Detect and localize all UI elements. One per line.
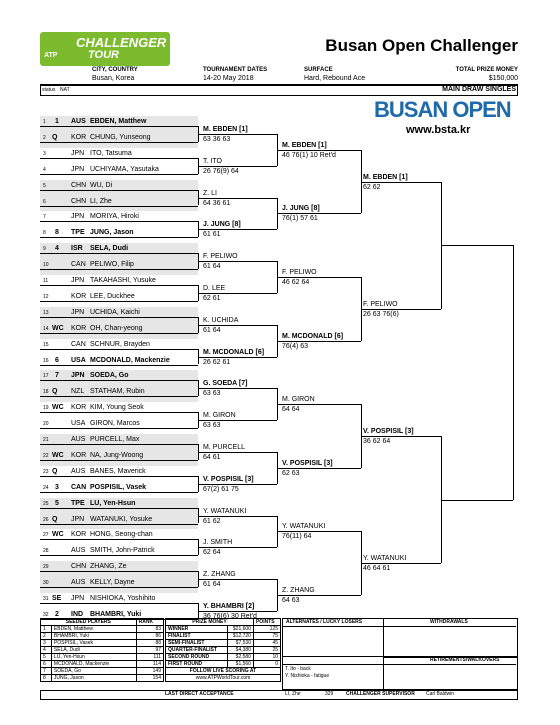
entry-nat: JPN — [71, 149, 85, 157]
entry-nat: AUS — [71, 436, 86, 443]
draw-line-number: 32 — [43, 611, 49, 618]
entry-line — [40, 206, 198, 207]
r1-winner: V. POSPISIL [3] — [203, 475, 254, 483]
entry-status: WC — [52, 451, 64, 459]
entry-name: KELLY, Dayne — [90, 579, 135, 587]
draw-line-number: 27 — [43, 532, 49, 539]
draw-line-number: 19 — [43, 405, 49, 412]
logo-atp: ATP — [44, 52, 58, 59]
entry-line — [40, 237, 198, 238]
r2-winner: J. JUNG [8] — [282, 205, 320, 213]
seed-row — [41, 633, 164, 640]
r1-score: 61 64 — [203, 581, 221, 589]
logo-line1: CHALLENGER — [76, 35, 167, 50]
prize-row — [166, 661, 281, 668]
r3-score: 36 62 64 — [363, 438, 391, 446]
entry-name: LI, Zhe — [90, 197, 112, 205]
entry-line — [40, 539, 198, 540]
withdrawals-title: WITHDRAWALS — [430, 619, 468, 625]
seed-name: BHAMBRI, Yuki — [51, 633, 136, 640]
nat-column-label: NAT — [60, 87, 70, 93]
r3-winner: Y. WATANUKI — [363, 555, 407, 563]
entry-nat: KOR — [71, 404, 87, 412]
prize-points: 0 — [253, 661, 280, 668]
entry-name: NA, Jung-Woong — [90, 451, 144, 459]
r1-winner: G. SOEDA [7] — [203, 380, 248, 388]
entry-status: Q — [52, 467, 58, 475]
entry-line — [40, 349, 198, 350]
entry-line — [40, 365, 198, 366]
entry-nat: USA — [71, 420, 86, 428]
entry-name: CHUNG, Yunseong — [90, 133, 151, 141]
seed-name: EBDEN, Matthew — [51, 626, 136, 633]
entry-line — [40, 190, 198, 191]
prize-row — [166, 654, 281, 661]
entry-name: SMITH, John-Patrick — [90, 547, 155, 555]
follow-live-label: FOLLOW LIVE SCORING AT — [166, 668, 281, 675]
city-label: CITY, COUNTRY — [92, 67, 138, 73]
draw-line-number: 24 — [43, 484, 49, 491]
entry-name: MCDONALD, Mackenzie — [90, 356, 170, 364]
entry-line — [40, 587, 198, 588]
entry-line — [40, 555, 198, 556]
seed-row — [41, 654, 164, 661]
entry-line — [40, 492, 198, 493]
retirement-entry: T. Ito - back — [285, 666, 311, 672]
r2-winner: F. PELIWO — [282, 269, 317, 277]
r1-score: 64 36 61 — [203, 199, 231, 207]
entry-nat: AUS — [71, 118, 86, 125]
seed-name: POSPISIL, Vasek — [51, 640, 136, 647]
prize-amount: $4,380 — [227, 647, 253, 654]
city-value: Busan, Korea — [92, 75, 135, 82]
prize-amount: $2,580 — [227, 654, 253, 661]
prize-row — [166, 626, 281, 633]
entry-line — [40, 285, 198, 286]
seed-rank: 114 — [136, 661, 163, 668]
entry-name: BHAMBRI, Yuki — [90, 610, 142, 618]
entry-line — [40, 603, 198, 604]
last-direct-value: LI, Zhe — [285, 691, 301, 697]
draw-line-number: 6 — [43, 198, 46, 205]
prize-money-table — [165, 618, 281, 682]
entry-nat: CAN — [71, 483, 87, 491]
r1-score: 62 64 — [203, 549, 221, 557]
entry-seed: 3 — [55, 483, 59, 491]
draw-line-number: 4 — [43, 166, 46, 173]
draw-line-number: 15 — [43, 341, 49, 348]
r1-score: 36 76(6) 30 Ret'd — [203, 612, 257, 620]
entry-name: GIRON, Marcos — [90, 420, 140, 428]
entry-name: STATHAM, Rubin — [90, 388, 145, 396]
draw-line-number: 26 — [43, 516, 49, 523]
seed-row — [41, 640, 164, 647]
entry-line — [40, 253, 198, 254]
prize-amount: $1,560 — [227, 661, 253, 668]
seed-row — [41, 668, 164, 675]
entry-line — [40, 126, 198, 127]
entry-name: WU, Di — [90, 181, 113, 189]
r3-score: 46 64 61 — [363, 565, 391, 573]
entry-nat: JPN — [71, 308, 85, 316]
entry-status: SE — [52, 595, 62, 602]
entry-line — [40, 428, 198, 429]
entry-seed: 4 — [55, 245, 59, 253]
atp-challenger-logo — [40, 32, 170, 66]
entry-nat: TPE — [71, 229, 85, 237]
entry-status: Q — [52, 388, 58, 396]
entry-line — [40, 317, 198, 318]
r1-winner: M. MCDONALD [6] — [203, 348, 265, 356]
entry-name: OH, Chan-yeong — [90, 324, 143, 332]
draw-line-number: 13 — [43, 309, 49, 316]
entry-name: HONG, Seong-chan — [90, 531, 153, 539]
r2-winner: V. POSPISIL [3] — [282, 459, 333, 467]
entry-line — [40, 412, 198, 413]
r1-winner: M. GIRON — [203, 412, 236, 420]
draw-line-number: 30 — [43, 580, 49, 587]
sf-line — [441, 500, 513, 501]
entry-line — [40, 524, 198, 525]
draw-line-number: 23 — [43, 468, 49, 475]
prize-value: $150,000 — [488, 75, 518, 82]
entry-nat: KOR — [71, 292, 87, 300]
seed-rank: 83 — [136, 626, 163, 633]
seeded-title: SEEDED PLAYERS — [41, 619, 137, 626]
seed-rank: 86 — [136, 633, 163, 640]
supervisor-value: Carl Baldwin — [426, 691, 455, 697]
entry-line — [40, 380, 198, 381]
entry-seed: 2 — [55, 610, 59, 618]
prize-round: WINNER — [166, 626, 228, 633]
entry-name: TAKAHASHI, Yusuke — [90, 277, 156, 284]
draw-line-number: 21 — [43, 437, 49, 443]
entry-line — [40, 221, 198, 222]
entry-nat: IND — [71, 610, 84, 618]
seed-row — [41, 626, 164, 633]
seed-name: MCDONALD, Mackenzie — [51, 661, 136, 668]
draw-line-number: 2 — [43, 134, 46, 141]
retirements-title: RETIREMENTS/WALKOVERS — [430, 657, 500, 663]
entry-nat: CAN — [71, 261, 86, 269]
draw-line-number: 5 — [43, 182, 46, 189]
draw-line-number: 9 — [43, 246, 46, 253]
r1-score: 63 63 — [203, 422, 221, 430]
alternates-title: ALTERNATES / LUCKY LOSERS — [286, 619, 363, 625]
r1-winner: F. PELIWO — [203, 253, 238, 261]
seed-rank: 97 — [136, 647, 163, 654]
sf-line — [441, 245, 513, 246]
r2-winner: Y. WATANUKI — [282, 523, 326, 531]
seed-rank: 111 — [136, 654, 163, 661]
draw-label: MAIN DRAW SINGLES — [442, 86, 516, 93]
dates-label: TOURNAMENT DATES — [203, 67, 268, 73]
draw-line-number: 8 — [43, 230, 46, 237]
r2-score: 64 64 — [282, 406, 300, 414]
entry-line — [40, 301, 198, 302]
seed-number: 5 — [41, 654, 52, 661]
entry-status: WC — [52, 531, 64, 539]
seed-number: 8 — [41, 675, 52, 682]
r1-score: 62 61 — [203, 294, 221, 302]
entry-nat: JPN — [71, 277, 85, 284]
r3-winner: F. PELIWO — [363, 300, 398, 308]
supervisor-label: CHALLENGER SUPERVISOR — [346, 691, 415, 697]
seed-name: SOEDA, Go — [51, 668, 136, 675]
prize-points: 45 — [253, 640, 280, 647]
r3-winner: M. EBDEN [1] — [363, 173, 408, 181]
dates-value: 14-20 May 2018 — [203, 75, 254, 82]
r1-score: 64 61 — [203, 453, 221, 461]
r2-score: 76(11) 64 — [282, 533, 312, 541]
prize-label: TOTAL PRIZE MONEY — [455, 67, 518, 73]
seed-number: 3 — [41, 640, 52, 647]
r1-winner: K. UCHIDA — [203, 316, 239, 324]
final-connector — [513, 245, 514, 499]
prize-round: SEMI-FINALIST — [166, 640, 228, 647]
seed-name: LU, Yen-Hsun — [51, 654, 136, 661]
entry-nat: CHN — [71, 197, 87, 205]
entry-line — [40, 269, 198, 270]
r2-score: 76(1) 57 61 — [282, 215, 318, 223]
draw-line-number: 1 — [43, 119, 46, 125]
prize-points: 125 — [253, 626, 280, 633]
r1-score: 61 62 — [203, 517, 221, 525]
draw-line-number: 16 — [43, 357, 49, 364]
entry-seed: 8 — [55, 229, 59, 237]
entry-line — [40, 396, 198, 397]
prize-round: FIRST ROUND — [166, 661, 228, 668]
r1-winner: Y. WATANUKI — [203, 507, 247, 515]
r2-score: 46 62 64 — [282, 279, 310, 287]
entry-name: NISHIOKA, Yoshihito — [90, 595, 156, 602]
prize-points: 25 — [253, 647, 280, 654]
r1-score: 61 61 — [203, 231, 221, 239]
follow-live-url[interactable]: www.ATPWorldTour.com — [166, 675, 281, 682]
r2-score: 46 76(1) 10 Ret'd — [282, 151, 336, 159]
retirements-divider — [282, 664, 516, 665]
entry-name: WATANUKI, Yosuke — [90, 515, 153, 523]
prize-round: FINALIST — [166, 633, 228, 640]
seed-row — [41, 661, 164, 668]
sponsor-logo — [374, 97, 511, 136]
r1-score: 61 64 — [203, 263, 221, 271]
entry-nat: JPN — [71, 213, 85, 221]
seed-number: 6 — [41, 661, 52, 668]
draw-line-number: 25 — [43, 500, 49, 507]
entry-name: ZHANG, Ze — [90, 563, 127, 571]
entry-status: Q — [52, 515, 58, 523]
r2-winner: M. MCDONALD [6] — [282, 332, 344, 340]
entry-name: ITO, Tatsuma — [90, 149, 132, 157]
rank-title: RANK — [136, 619, 163, 626]
r2-winner: M. GIRON — [282, 396, 315, 404]
status-column-label: status — [42, 87, 56, 93]
retirement-entry: Y. Nishioka - fatigue — [285, 673, 330, 679]
sponsor-url: www.bsta.kr — [406, 124, 471, 136]
r1-score: 26 62 61 — [203, 358, 231, 366]
r3-score: 62 62 — [363, 183, 381, 191]
r1-winner: Z. ZHANG — [203, 571, 236, 579]
seed-number: 7 — [41, 668, 52, 675]
draw-line-number: 28 — [43, 548, 49, 555]
entry-seed: 5 — [55, 499, 59, 507]
prize-amount: $7,530 — [227, 640, 253, 647]
r2-winner: M. EBDEN [1] — [282, 141, 327, 149]
prize-points: 10 — [253, 654, 280, 661]
r1-score: 63 36 63 — [203, 135, 231, 143]
r2-winner: Z. ZHANG — [282, 587, 315, 595]
surface-label: SURFACE — [304, 67, 333, 73]
prize-row — [166, 640, 281, 647]
seed-row — [41, 675, 164, 682]
pair-shade — [40, 180, 198, 212]
entry-status: WC — [52, 324, 64, 332]
entry-line — [40, 158, 198, 159]
draw-line-number: 18 — [43, 389, 49, 396]
entry-name: SCHNUR, Brayden — [90, 340, 150, 348]
entry-nat: CHN — [71, 181, 87, 189]
entry-nat: JPN — [71, 372, 85, 380]
r3-score: 26 63 76(6) — [363, 310, 399, 318]
entry-line — [40, 142, 198, 143]
r1-score: 67(2) 61 75 — [203, 485, 239, 493]
draw-line-number: 31 — [43, 596, 49, 602]
seed-rank: 149 — [136, 668, 163, 675]
entry-seed: 6 — [55, 356, 59, 364]
seed-name: JUNG, Jason — [51, 675, 136, 682]
last-direct-label: LAST DIRECT ACCEPTANCE — [165, 691, 234, 697]
entry-name: JUNG, Jason — [90, 229, 134, 237]
entry-nat: USA — [71, 356, 86, 364]
entry-name: BANES, Maverick — [90, 467, 146, 475]
entry-nat: JPN — [71, 515, 85, 523]
points-title: POINTS — [253, 619, 280, 626]
entry-nat: AUS — [71, 579, 86, 587]
prize-round: QUARTER-FINALIST — [166, 647, 228, 654]
entry-name: LU, Yen-Hsun — [90, 499, 136, 507]
entry-seed: 1 — [55, 118, 59, 125]
entry-line — [40, 174, 198, 175]
r1-winner: M. PURCELL — [203, 443, 246, 451]
prize-row — [166, 647, 281, 654]
r1-winner: M. EBDEN [1] — [203, 125, 248, 133]
draw-line-number: 29 — [43, 564, 49, 571]
draw-line-number: 22 — [43, 452, 49, 459]
entry-nat: CAN — [71, 340, 86, 348]
prize-title: PRIZE MONEY — [166, 619, 254, 626]
r1-score: 26 76(9) 64 — [203, 167, 239, 175]
entry-name: POSPISIL, Vasek — [90, 483, 147, 491]
r2-score: 76(4) 63 — [282, 342, 309, 350]
r2-score: 64 63 — [282, 597, 300, 605]
entry-line — [40, 444, 198, 445]
r1-winner: Y. BHAMBRI [2] — [203, 602, 255, 610]
r3-winner: V. POSPISIL [3] — [363, 428, 414, 436]
entry-seed: 7 — [55, 372, 59, 380]
entry-nat: TPE — [71, 499, 85, 507]
seed-number: 4 — [41, 647, 52, 654]
entry-nat: JPN — [71, 165, 85, 173]
entry-name: PURCELL, Max — [90, 436, 140, 443]
draw-line-number: 11 — [43, 278, 49, 284]
draw-line-number: 3 — [43, 150, 46, 157]
seed-number: 1 — [41, 626, 52, 633]
draw-line-number: 7 — [43, 214, 46, 221]
seed-rank: 88 — [136, 640, 163, 647]
draw-line-number: 14 — [43, 325, 49, 332]
r1-winner: J. JUNG [8] — [203, 221, 241, 229]
prize-row — [166, 633, 281, 640]
r1-score: 63 63 — [203, 390, 221, 398]
entry-name: SELA, Dudi — [90, 245, 129, 253]
prize-amount: $12,720 — [227, 633, 253, 640]
r1-winner: Z. LI — [203, 189, 218, 197]
r1-winner: D. LEE — [203, 284, 226, 292]
draw-line-number: 12 — [43, 293, 49, 300]
seed-number: 2 — [41, 633, 52, 640]
r2-score: 62 63 — [282, 469, 300, 477]
logo-line2: TOUR — [88, 49, 119, 61]
entry-nat: KOR — [71, 531, 87, 539]
r1-winner: J. SMITH — [203, 539, 233, 547]
tournament-title: Busan Open Challenger — [325, 36, 518, 55]
entry-name: EBDEN, Matthew — [90, 118, 147, 125]
entry-name: SOEDA, Go — [90, 372, 129, 380]
entry-line — [40, 476, 198, 477]
entry-nat: JPN — [71, 595, 85, 602]
entry-name: PELIWO, Filip — [90, 261, 134, 269]
r1-winner: T. ITO — [203, 157, 222, 165]
prize-round: SECOND ROUND — [166, 654, 228, 661]
entry-line — [40, 460, 198, 461]
entry-line — [40, 571, 198, 572]
entry-nat: CHN — [71, 563, 87, 571]
r1-score: 61 64 — [203, 326, 221, 334]
seeded-players-table — [40, 618, 164, 682]
entry-nat: AUS — [71, 467, 86, 475]
entry-nat: KOR — [71, 133, 87, 141]
entry-nat: KOR — [71, 451, 87, 459]
entry-status: WC — [52, 404, 64, 412]
entry-line — [40, 508, 198, 509]
draw-line-number: 20 — [43, 421, 49, 428]
prize-points: 75 — [253, 633, 280, 640]
seed-row — [41, 647, 164, 654]
last-direct-rank: 329 — [325, 691, 334, 697]
seed-rank: 154 — [136, 675, 163, 682]
entry-name: UCHIYAMA, Yasutaka — [90, 165, 159, 173]
seed-name: SELA, Dudi — [51, 647, 136, 654]
entry-name: UCHIDA, Kaichi — [90, 308, 140, 316]
entry-name: KIM, Young Seok — [90, 404, 144, 412]
entry-nat: KOR — [71, 324, 87, 332]
draw-line-number: 10 — [43, 262, 49, 269]
prize-amount: $21,600 — [227, 626, 253, 633]
sponsor-name: BUSAN OPEN — [374, 97, 511, 122]
entry-nat: AUS — [71, 547, 86, 555]
entry-nat: ISR — [71, 245, 83, 253]
entry-status: Q — [52, 133, 58, 141]
entry-nat: NZL — [71, 388, 85, 396]
draw-line-number: 17 — [43, 373, 49, 380]
surface-value: Hard, Rebound Ace — [304, 75, 366, 82]
entry-line — [40, 333, 198, 334]
entry-name: LEE, Duckhee — [90, 292, 135, 300]
entry-name: MORIYA, Hiroki — [90, 213, 139, 221]
